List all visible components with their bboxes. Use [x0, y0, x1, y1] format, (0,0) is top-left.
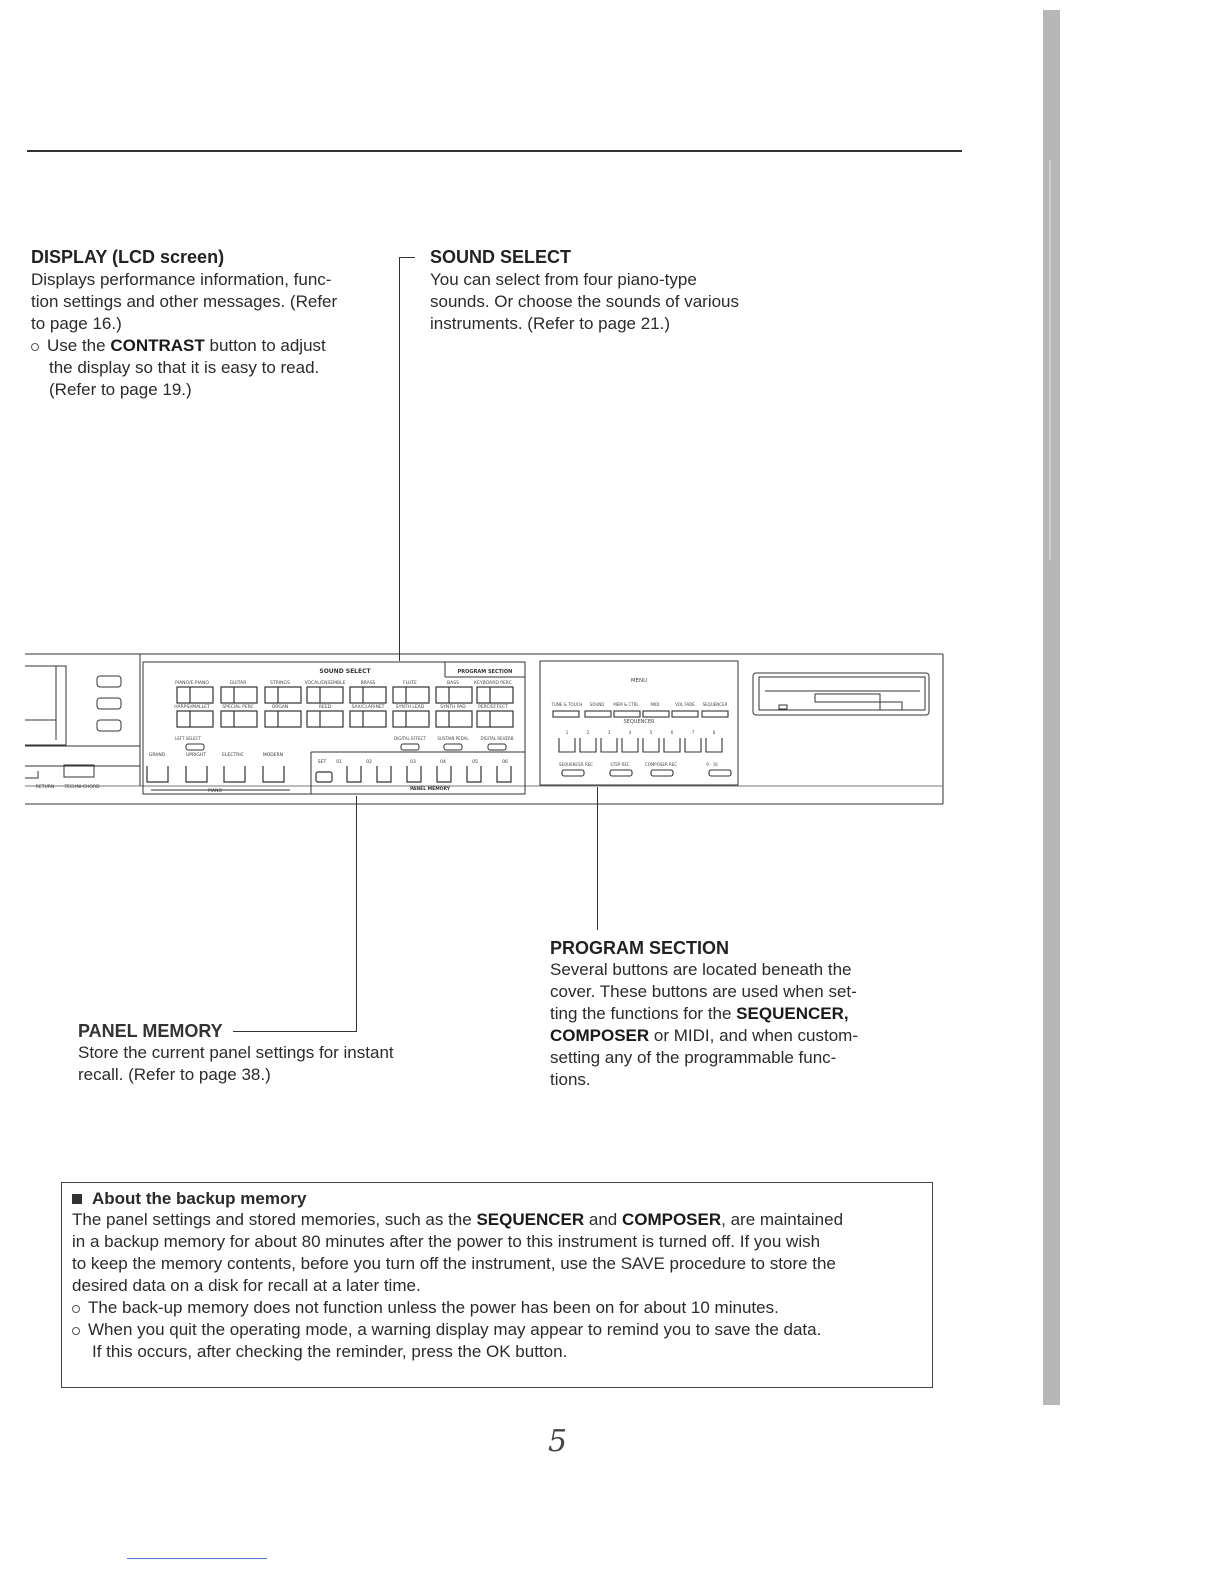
backup-note-bullet-2: When you quit the operating mode, a warning display may appear to remind you to save the data.	[72, 1319, 927, 1341]
bullet-icon	[31, 343, 39, 351]
svg-text:HARPSI/MALLET: HARPSI/MALLET	[174, 705, 210, 710]
svg-text:6: 6	[670, 730, 674, 735]
svg-text:SAX/CLARINET: SAX/CLARINET	[351, 705, 385, 710]
svg-text:4: 4	[628, 730, 632, 735]
svg-text:SEQUENCER: SEQUENCER	[623, 719, 655, 725]
svg-text:04: 04	[440, 760, 446, 765]
display-description	[31, 247, 391, 401]
svg-text:PIANO: PIANO	[207, 789, 223, 794]
panel-memory-description	[78, 1021, 438, 1086]
sound-select-description	[430, 247, 780, 335]
panel-memory-line-2: recall. (Refer to page 38.)	[78, 1065, 271, 1084]
panel-memory-leader	[356, 796, 357, 1032]
svg-text:MEM & CTRL: MEM & CTRL	[613, 702, 639, 707]
display-heading: DISPLAY (LCD screen)	[31, 247, 225, 267]
svg-text:SEQUENCER REC: SEQUENCER REC	[558, 762, 594, 767]
svg-text:3: 3	[607, 730, 611, 735]
svg-text:DIGITAL REVERB: DIGITAL REVERB	[480, 736, 514, 741]
bullet-icon	[72, 1327, 80, 1335]
scan-edge-strip	[1043, 10, 1060, 1405]
display-bullet-line-3: (Refer to page 19.)	[49, 380, 192, 399]
program-section-description	[550, 938, 910, 1091]
svg-text:06: 06	[502, 760, 508, 765]
svg-text:01: 01	[336, 760, 342, 765]
backup-note-line-1: The panel settings and stored memories, such as the SEQUENCER and COMPOSER, are maintained	[72, 1210, 844, 1229]
sound-select-line-2: sounds. Or choose the sounds of various	[430, 292, 740, 311]
scan-edge-line	[1049, 160, 1051, 560]
svg-text:1: 1	[565, 730, 569, 735]
sound-select-panel-label: SOUND SELECT	[319, 668, 371, 675]
svg-text:8: 8	[712, 730, 716, 735]
keyboard-panel-diagram	[0, 640, 1000, 820]
svg-text:SUSTAIN PEDAL: SUSTAIN PEDAL	[437, 736, 469, 741]
display-line-1: Displays performance information, func-	[31, 270, 332, 289]
svg-text:GRAND: GRAND	[148, 753, 166, 758]
program-section-line-3: ting the functions for the SEQUENCER,	[550, 1004, 849, 1023]
svg-text:03: 03	[410, 760, 416, 765]
svg-text:SOUND: SOUND	[589, 702, 605, 707]
backup-note-line-2: in a backup memory for about 80 minutes after the power to this instrument is turned off. If you wish	[72, 1232, 821, 1251]
svg-text:VOL FADE: VOL FADE	[675, 702, 695, 707]
display-line-2: tion settings and other messages. (Refer	[31, 292, 338, 311]
display-bullet-line-2: the display so that it is easy to read.	[49, 358, 320, 377]
svg-text:VOCAL/ENSEMBLE: VOCAL/ENSEMBLE	[304, 681, 346, 686]
svg-text:PERC/EFFECT: PERC/EFFECT	[478, 705, 508, 710]
panel-memory-heading: PANEL MEMORY	[78, 1021, 223, 1041]
square-bullet-icon	[72, 1194, 82, 1204]
svg-text:SPECIAL PERC: SPECIAL PERC	[222, 705, 254, 710]
svg-text:LEFT SELECT: LEFT SELECT	[175, 736, 201, 741]
sound-select-heading: SOUND SELECT	[430, 247, 572, 267]
sound-select-leader	[399, 257, 400, 661]
svg-text:DIGITAL EFFECT: DIGITAL EFFECT	[394, 736, 426, 741]
program-section-line-5: setting any of the programmable func-	[550, 1048, 837, 1067]
display-bullet: Use the CONTRAST button to adjust	[31, 335, 391, 357]
svg-text:STRINGS: STRINGS	[270, 681, 290, 686]
svg-text:MIDI: MIDI	[650, 702, 660, 707]
sound-select-line-1: You can select from four piano-type	[430, 270, 697, 289]
program-section-line-1: Several buttons are located beneath the	[550, 960, 852, 979]
backup-note-line-4: desired data on a disk for recall at a later time.	[72, 1276, 421, 1295]
svg-text:SYNTH PAD: SYNTH PAD	[440, 705, 466, 710]
svg-text:05: 05	[472, 760, 478, 765]
svg-text:UPRIGHT: UPRIGHT	[185, 753, 207, 758]
svg-text:02: 02	[366, 760, 372, 765]
backup-note-bullet-1: The back-up memory does not function unless the power has been on for about 10 minutes.	[72, 1297, 927, 1319]
svg-text:SEQUENCER: SEQUENCER	[702, 702, 728, 707]
svg-text:9 - 16: 9 - 16	[706, 762, 718, 767]
svg-text:PANEL MEMORY: PANEL MEMORY	[410, 787, 450, 792]
bottom-edge-line	[127, 1558, 267, 1559]
svg-text:PIANO/E.PIANO: PIANO/E.PIANO	[175, 681, 209, 686]
bullet-icon	[72, 1305, 80, 1313]
svg-text:COMPOSER REC: COMPOSER REC	[644, 762, 678, 767]
program-section-line-6: tions.	[550, 1070, 591, 1089]
top-rule	[27, 150, 962, 152]
panel-memory-line-1: Store the current panel settings for instant	[78, 1043, 394, 1062]
svg-text:MODERN: MODERN	[262, 753, 284, 758]
svg-text:REED: REED	[318, 705, 332, 710]
svg-text:BRASS: BRASS	[360, 681, 376, 686]
svg-text:RETURN: RETURN	[35, 785, 55, 790]
svg-text:BASS: BASS	[447, 681, 459, 686]
svg-text:MENU: MENU	[630, 678, 648, 684]
svg-text:STEP REC: STEP REC	[610, 762, 630, 767]
svg-text:SYNTH LEAD: SYNTH LEAD	[395, 705, 425, 710]
display-line-3: to page 16.)	[31, 314, 122, 333]
sound-select-leader-tick	[399, 257, 415, 258]
svg-text:TECHNI-CHORD: TECHNI-CHORD	[64, 785, 100, 790]
svg-text:FLUTE: FLUTE	[403, 681, 417, 686]
program-section-line-4: COMPOSER or MIDI, and when custom-	[550, 1026, 858, 1045]
backup-note-title: About the backup memory	[72, 1189, 927, 1209]
program-section-heading: PROGRAM SECTION	[550, 938, 730, 958]
program-section-line-2: cover. These buttons are used when set-	[550, 982, 857, 1001]
svg-text:SET: SET	[317, 760, 327, 765]
svg-text:ORGAN: ORGAN	[271, 705, 289, 710]
backup-note-line-3: to keep the memory contents, before you turn off the instrument, use the SAVE procedure to store the	[72, 1254, 836, 1273]
program-section-panel-label: PROGRAM SECTION	[457, 669, 513, 675]
svg-text:2: 2	[586, 730, 590, 735]
svg-text:TUNE & TOUCH: TUNE & TOUCH	[551, 702, 583, 707]
svg-text:KEYBOARD PERC: KEYBOARD PERC	[474, 681, 512, 686]
page-number: 5	[548, 1424, 568, 1459]
svg-text:GUITAR: GUITAR	[229, 681, 247, 686]
sound-select-line-3: instruments. (Refer to page 21.)	[430, 314, 671, 333]
backup-note-bullet-2-cont: If this occurs, after checking the reminder, press the OK button.	[92, 1342, 568, 1361]
backup-memory-note	[61, 1182, 933, 1388]
svg-text:5: 5	[649, 730, 653, 735]
svg-text:7: 7	[691, 730, 695, 735]
svg-text:ELECTRIC: ELECTRIC	[222, 753, 244, 758]
